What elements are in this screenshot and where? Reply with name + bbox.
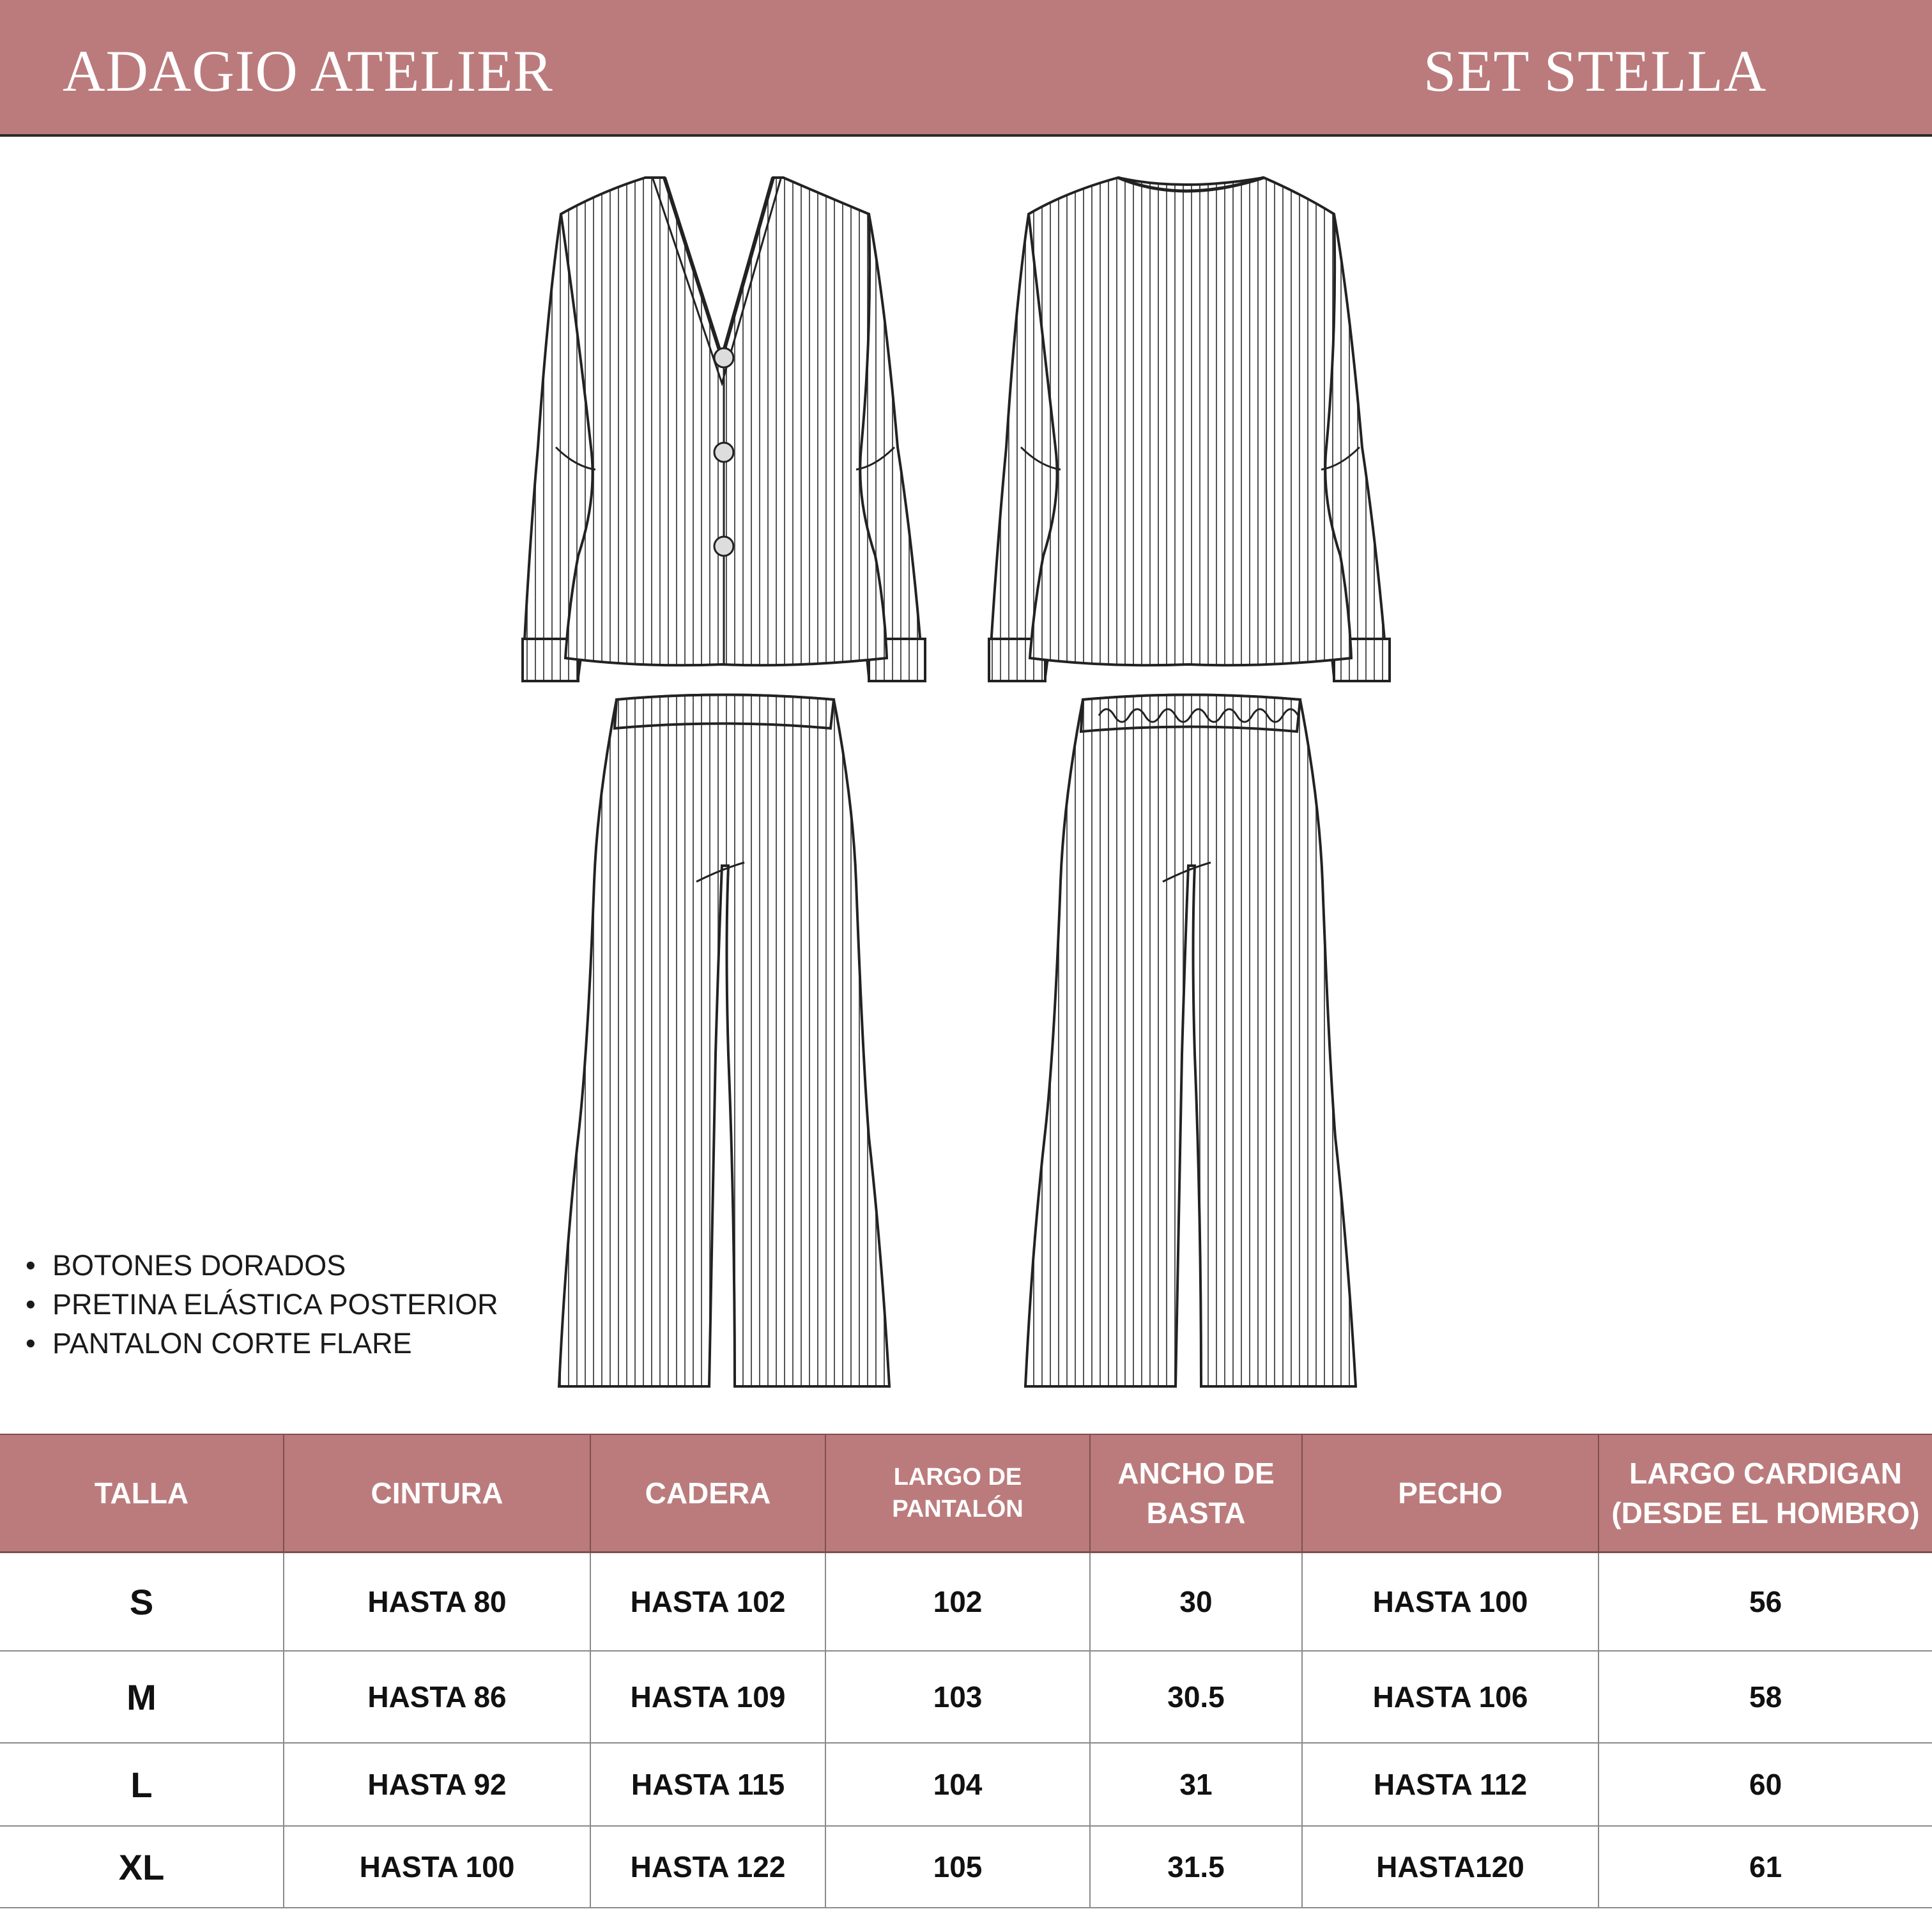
cell-cintura: HASTA 80 [284, 1552, 590, 1652]
cell-largo-pantalon: 103 [825, 1651, 1090, 1743]
cell-largo-pantalon: 105 [825, 1826, 1090, 1908]
header-bar [0, 0, 1932, 137]
brand-name: ADAGIO ATELIER [63, 38, 553, 103]
cardigan-back-sketch [989, 178, 1390, 681]
pants-back-sketch [1025, 695, 1356, 1387]
cell-largo-cardigan: 58 [1598, 1651, 1932, 1743]
cell-pecho: HASTA 100 [1302, 1552, 1598, 1652]
table-header-row [0, 1434, 1932, 1552]
cell-cadera: HASTA 122 [590, 1826, 825, 1908]
cell-talla: XL [0, 1826, 284, 1908]
cell-largo-cardigan: 56 [1598, 1552, 1932, 1652]
column-header-cadera: CADERA [590, 1434, 825, 1552]
cell-largo-pantalon: 102 [825, 1552, 1090, 1652]
column-header-largo-pantalon: LARGO DE PANTALÓN [825, 1434, 1090, 1552]
feature-item: • BOTONES DORADOS [26, 1246, 498, 1285]
cell-pecho: HASTA 106 [1302, 1651, 1598, 1743]
cell-cadera: HASTA 102 [590, 1552, 825, 1652]
cell-cintura: HASTA 92 [284, 1743, 590, 1826]
cell-pecho: HASTA 112 [1302, 1743, 1598, 1826]
cell-largo-cardigan: 60 [1598, 1743, 1932, 1826]
cell-talla: S [0, 1552, 284, 1652]
cell-ancho-basta: 30.5 [1090, 1651, 1302, 1743]
column-header-talla: TALLA [0, 1434, 284, 1552]
feature-item: • PRETINA ELÁSTICA POSTERIOR [26, 1285, 498, 1324]
table-row [0, 1651, 1932, 1743]
cell-cadera: HASTA 109 [590, 1651, 825, 1743]
column-header-largo-cardigan: LARGO CARDIGAN (DESDE EL HOMBRO) [1598, 1434, 1932, 1552]
cell-pecho: HASTA120 [1302, 1826, 1598, 1908]
cell-largo-cardigan: 61 [1598, 1826, 1932, 1908]
feature-item: • PANTALON CORTE FLARE [26, 1324, 498, 1363]
column-header-ancho-basta: ANCHO DE BASTA [1090, 1434, 1302, 1552]
cell-ancho-basta: 31 [1090, 1743, 1302, 1826]
table-row [0, 1743, 1932, 1826]
size-chart-table [0, 1434, 1932, 1908]
cell-cintura: HASTA 86 [284, 1651, 590, 1743]
cell-largo-pantalon: 104 [825, 1743, 1090, 1826]
column-header-cintura: CINTURA [284, 1434, 590, 1552]
cell-cintura: HASTA 100 [284, 1826, 590, 1908]
cell-talla: M [0, 1651, 284, 1743]
table-row [0, 1826, 1932, 1908]
cardigan-front-sketch [523, 178, 925, 681]
column-header-pecho: PECHO [1302, 1434, 1598, 1552]
garment-flat-sketches [0, 137, 1932, 1434]
table-row [0, 1552, 1932, 1652]
cell-ancho-basta: 31.5 [1090, 1826, 1302, 1908]
cell-cadera: HASTA 115 [590, 1743, 825, 1826]
product-title: SET STELLA [1423, 38, 1767, 103]
cell-ancho-basta: 30 [1090, 1552, 1302, 1652]
feature-list [26, 1246, 498, 1363]
pants-front-sketch [559, 695, 889, 1387]
cell-talla: L [0, 1743, 284, 1826]
